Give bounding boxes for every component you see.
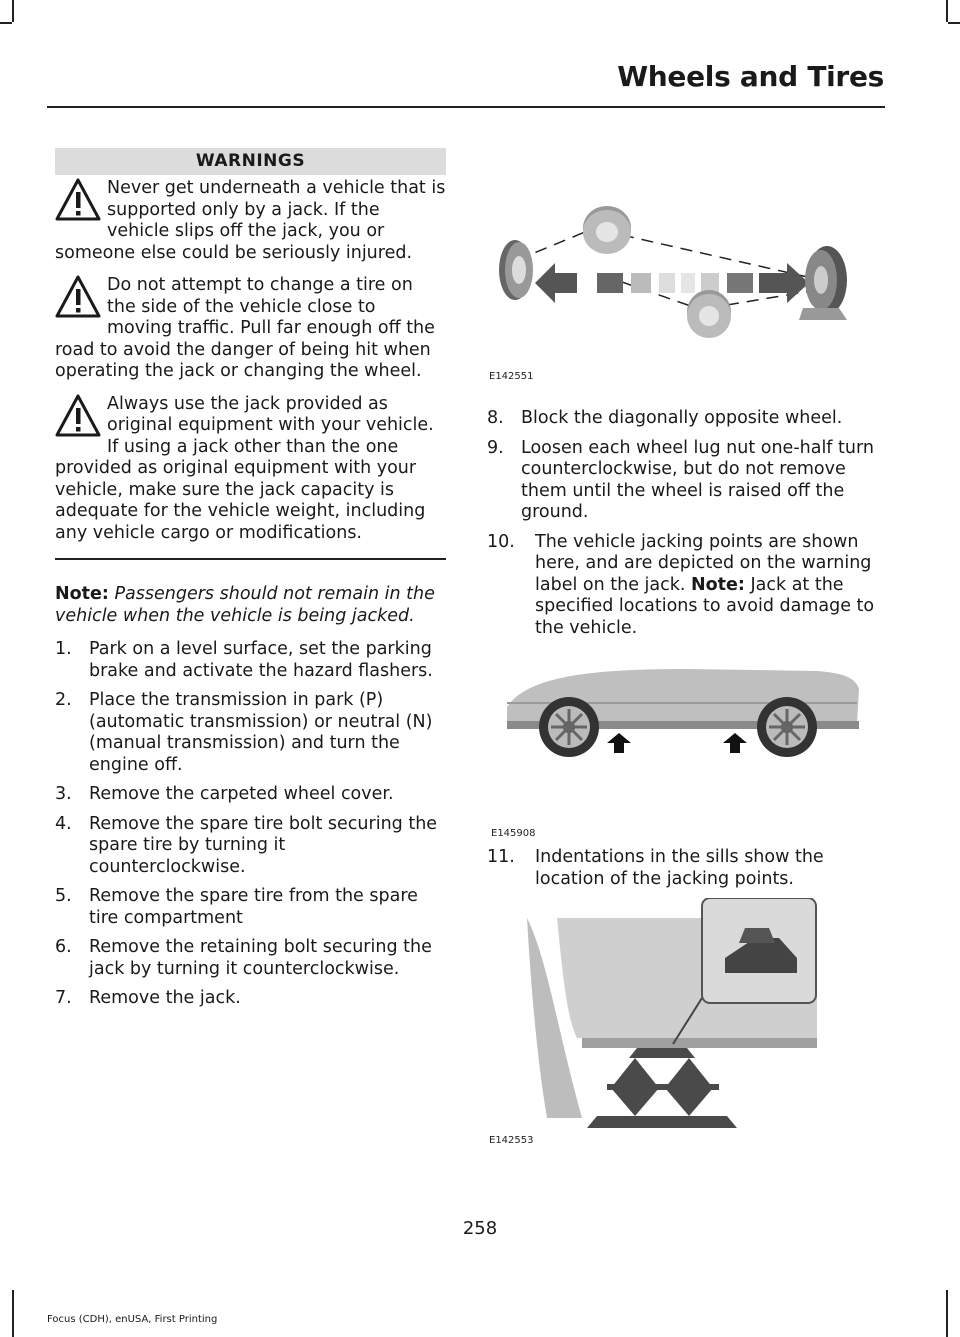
step-number: 11. bbox=[487, 847, 515, 867]
list-item bbox=[487, 408, 882, 430]
steps-list bbox=[487, 532, 882, 640]
crop-mark bbox=[948, 22, 960, 24]
warning-text: Never get underneath a vehicle that is supported only by a jack. If the vehicle slips off the jack, you or someone else could be seriously injured. bbox=[55, 178, 446, 263]
figure-jack-position bbox=[487, 898, 882, 1158]
list-item bbox=[487, 438, 882, 524]
step-number: 5. bbox=[55, 886, 72, 906]
warning-text: Always use the jack provided as original equipment with your vehicle. If using a jack other than the one provided as original equipment with your vehicle, make sure the jack capacity is adequate for the vehicle weight, including any vehicle cargo or modifications. bbox=[55, 393, 434, 543]
step-text: Remove the spare tire from the spare tire compartment bbox=[89, 886, 418, 928]
list-item bbox=[55, 988, 446, 1010]
step-text: Indentations in the sills show the location of the jacking points. bbox=[535, 847, 824, 889]
step-text: Remove the carpeted wheel cover. bbox=[89, 784, 394, 804]
note-text: Passengers should not remain in the vehicle when the vehicle is being jacked. bbox=[55, 584, 435, 626]
step-number: 10. bbox=[487, 531, 515, 552]
warning-item bbox=[55, 394, 446, 545]
jack-illustration bbox=[487, 898, 882, 1143]
step-text: Block the diagonally opposite wheel. bbox=[521, 408, 843, 428]
crop-mark bbox=[0, 22, 12, 24]
warning-text: Do not attempt to change a tire on the side of the vehicle close to moving traffic. Pull far enough off the road to avoid the danger of being hit when operating the jack or changing the wheel. bbox=[55, 275, 435, 381]
warnings-heading: WARNINGS bbox=[55, 148, 446, 175]
figure-diagonal-wheels bbox=[487, 140, 882, 408]
left-column bbox=[55, 148, 446, 1018]
crop-mark bbox=[12, 1290, 14, 1337]
step-text: Jack at the specified locations to avoid damage to the vehicle. bbox=[535, 574, 875, 638]
list-item bbox=[55, 639, 446, 682]
warning-triangle-icon bbox=[55, 177, 101, 223]
step-number: 4. bbox=[55, 813, 72, 834]
step-text: Remove the jack. bbox=[89, 988, 241, 1008]
car-side-illustration bbox=[487, 647, 882, 827]
right-column bbox=[487, 140, 882, 1158]
warning-triangle-icon bbox=[55, 393, 101, 439]
section-rule bbox=[55, 558, 446, 560]
step-number: 6. bbox=[55, 937, 72, 957]
header-rule bbox=[47, 106, 885, 108]
figure-car-jacking-points bbox=[487, 647, 882, 847]
figure-code: E145908 bbox=[491, 828, 536, 839]
step-text: Park on a level surface, set the parking brake and activate the hazard flashers. bbox=[89, 639, 433, 681]
page-title: Wheels and Tires bbox=[617, 60, 884, 93]
steps-list bbox=[487, 408, 882, 524]
list-item bbox=[55, 886, 446, 929]
crop-mark bbox=[946, 0, 948, 22]
figure-code: E142551 bbox=[489, 371, 534, 382]
step-number: 9. bbox=[487, 437, 504, 458]
list-item bbox=[487, 532, 882, 640]
list-item bbox=[55, 784, 446, 806]
step-text: Remove the retaining bolt securing the jack by turning it counterclockwise. bbox=[89, 937, 432, 979]
warning-item bbox=[55, 275, 446, 383]
step-text: Loosen each wheel lug nut one-half turn counterclockwise, but do not remove them until the wheel is raised off the ground. bbox=[521, 437, 874, 522]
diagonal-wheels-illustration bbox=[487, 140, 882, 390]
step-text: The vehicle jacking points are shown here, and are depicted on the warning label on the jack. bbox=[535, 531, 872, 595]
list-item bbox=[55, 937, 446, 980]
warning-item bbox=[55, 178, 446, 264]
step-number: 2. bbox=[55, 690, 72, 710]
footer-text: Focus (CDH), enUSA, First Printing bbox=[47, 1314, 218, 1325]
crop-mark bbox=[946, 1290, 948, 1337]
step-number: 7. bbox=[55, 988, 72, 1008]
steps-list bbox=[487, 847, 882, 890]
crop-mark bbox=[12, 0, 14, 22]
list-item bbox=[55, 814, 446, 879]
page-number: 258 bbox=[462, 1218, 498, 1239]
step-text: Remove the spare tire bolt securing the spare tire by turning it counterclockwise. bbox=[89, 813, 438, 877]
note-label: Note: bbox=[691, 574, 745, 595]
list-item bbox=[55, 690, 446, 776]
note-label: Note: bbox=[55, 584, 109, 604]
step-number: 8. bbox=[487, 408, 504, 428]
step-number: 3. bbox=[55, 784, 72, 804]
figure-code: E142553 bbox=[489, 1135, 534, 1146]
step-number: 1. bbox=[55, 639, 72, 659]
steps-list bbox=[55, 639, 446, 1010]
list-item bbox=[487, 847, 882, 890]
note bbox=[55, 584, 446, 627]
warning-triangle-icon bbox=[55, 274, 101, 320]
step-text: Place the transmission in park (P) (automatic transmission) or neutral (N) (manual transmission) and turn the engine off. bbox=[89, 690, 433, 775]
